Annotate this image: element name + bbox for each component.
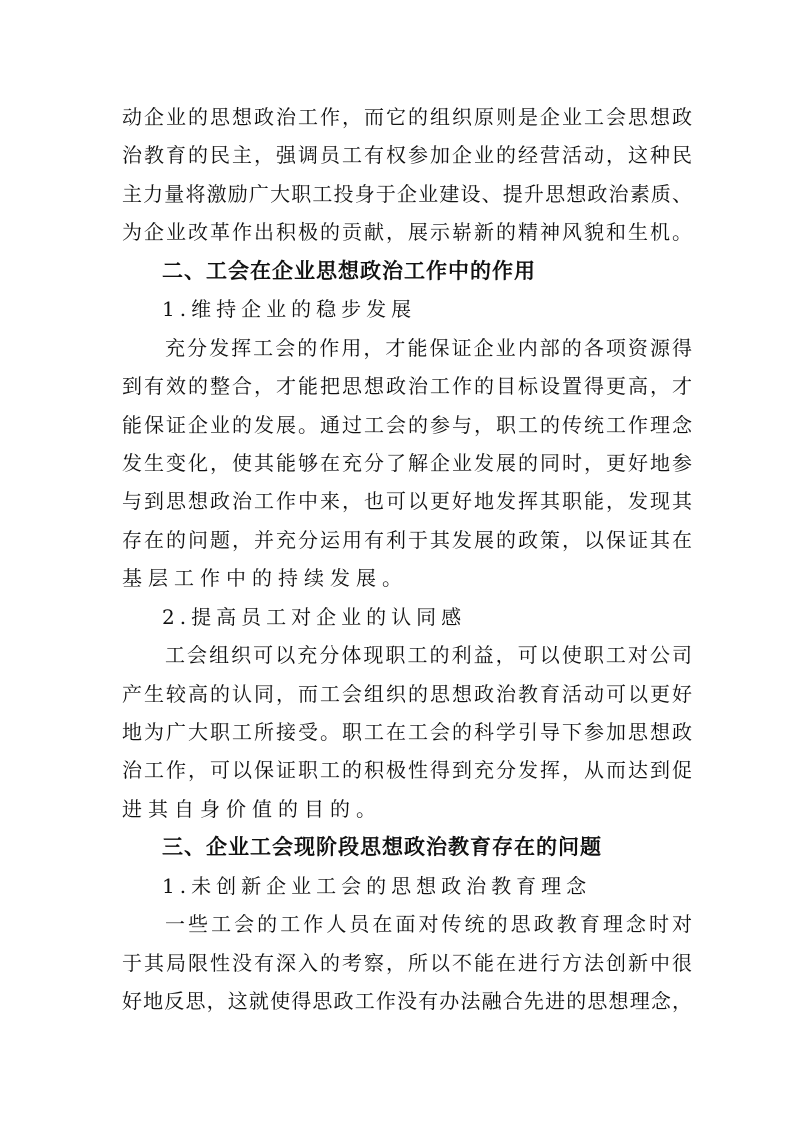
paragraph-line: 地为广大职工所接受。职工在工会的科学引导下参加思想政 xyxy=(122,720,692,744)
paragraph-line: 动企业的思想政治工作，而它的组织原则是企业工会思想政 xyxy=(122,105,692,129)
document-page xyxy=(122,98,692,1021)
paragraph-line: 治教育的民主，强调员工有权参加企业的经营活动，这种民 xyxy=(122,143,692,168)
paragraph-line: 与到思想政治工作中来，也可以更好地发挥其职能，发现其 xyxy=(122,489,692,514)
subsection-heading: 1.未创新企业工会的思想政治教育理念 xyxy=(162,873,592,898)
subsection-heading: 2.提高员工对企业的认同感 xyxy=(162,604,467,629)
paragraph-line: 主力量将激励广大职工投身于企业建设、提升思想政治素质、 xyxy=(122,181,692,206)
paragraph-line: 存在的问题，并充分运用有利于其发展的政策，以保证其在 xyxy=(122,527,692,552)
paragraph-line: 于其局限性没有深入的考察，所以不能在进行方法创新中很 xyxy=(122,950,692,975)
paragraph-line: 工会组织可以充分体现职工的利益，可以使职工对公司 xyxy=(165,643,692,668)
section-heading: 二、工会在企业思想政治工作中的作用 xyxy=(162,258,536,283)
paragraph-line: 到有效的整合，才能把思想政治工作的目标设置得更高，才 xyxy=(122,374,692,399)
paragraph-line: 充分发挥工会的作用，才能保证企业内部的各项资源得 xyxy=(165,335,692,360)
paragraph-line: 一些工会的工作人员在面对传统的思政教育理念时对 xyxy=(165,912,692,937)
paragraph-line: 为企业改革作出积极的贡献，展示崭新的精神风貌和生机。 xyxy=(122,220,692,245)
paragraph-line: 基层工作中的持续发展。 xyxy=(122,566,408,591)
paragraph-line: 发生变化，使其能够在充分了解企业发展的同时，更好地参 xyxy=(122,450,692,475)
paragraph-line: 治工作，可以保证职工的积极性得到充分发挥，从而达到促 xyxy=(122,758,692,783)
section-heading: 三、企业工会现阶段思想政治教育存在的问题 xyxy=(162,835,602,860)
paragraph-line: 进其自身价值的目的。 xyxy=(122,796,382,821)
paragraph-line: 能保证企业的发展。通过工会的参与，职工的传统工作理念 xyxy=(122,412,692,437)
subsection-heading: 1.维持企业的稳步发展 xyxy=(162,297,417,322)
paragraph-line: 好地反思，这就使得思政工作没有办法融合先进的思想理念， xyxy=(122,989,692,1014)
paragraph-line: 产生较高的认同，而工会组织的思想政治教育活动可以更好 xyxy=(122,681,692,706)
